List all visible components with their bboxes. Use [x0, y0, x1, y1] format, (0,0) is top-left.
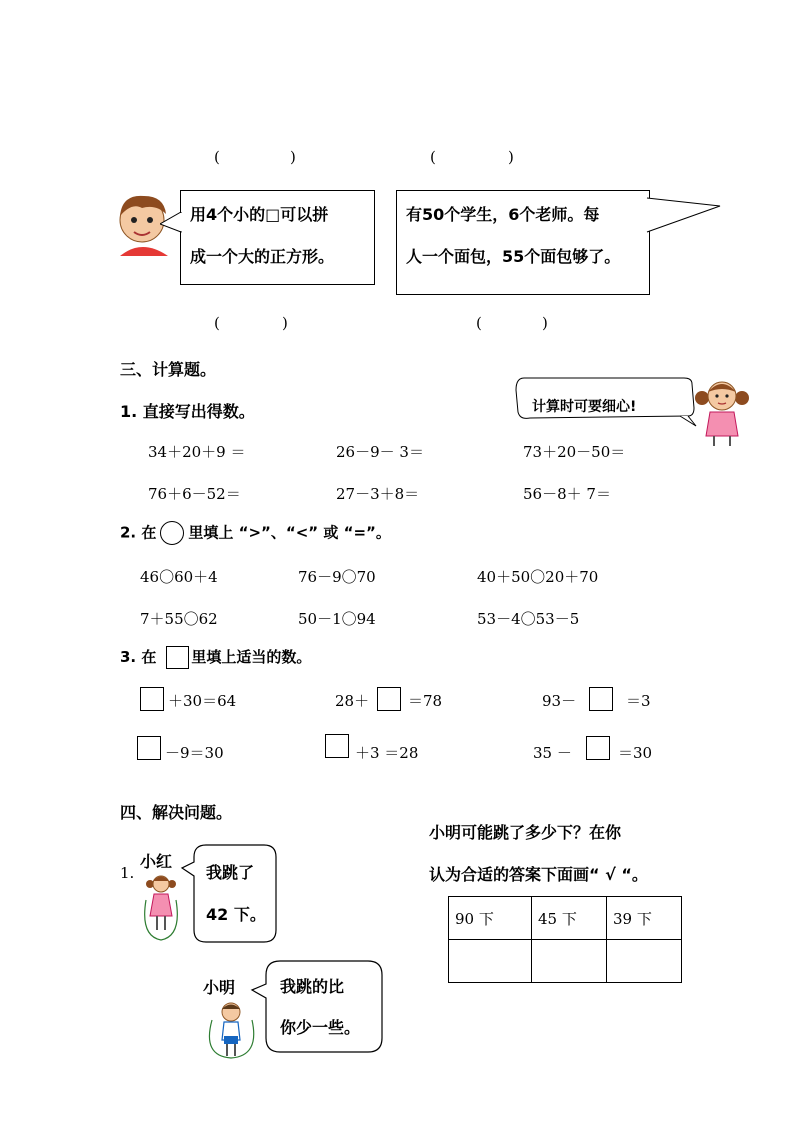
- answer-cell-39[interactable]: [607, 940, 682, 983]
- answer-table: [448, 896, 682, 983]
- right-bubble-line1: 有50个学生，6个老师。每: [406, 205, 600, 224]
- table-header-45: 45 下: [532, 897, 607, 940]
- q3-eq-f-left: 35 －: [533, 744, 572, 762]
- q3-suffix: 里填上适当的数。: [191, 648, 312, 666]
- q2-eq-1: 46〇60＋4: [140, 568, 218, 586]
- paren-close-4: ): [542, 314, 548, 332]
- paren-open-1: (: [214, 148, 220, 166]
- xiaoming-line2: 你少一些。: [280, 1018, 361, 1037]
- answer-box-f[interactable]: [586, 736, 610, 760]
- q2-eq-2: 76－9〇70: [298, 568, 376, 586]
- q1-title: 1. 直接写出得数。: [120, 402, 255, 421]
- answer-box-e[interactable]: [325, 734, 349, 758]
- q3-eq-b-right: ＝78: [408, 692, 443, 710]
- circle-symbol: [160, 521, 184, 545]
- table-header-row: [449, 897, 682, 940]
- q3-eq-e: ＋3 ＝28: [355, 744, 419, 762]
- q2-eq-3: 40＋50〇20＋70: [477, 568, 599, 586]
- answer-box-c[interactable]: [589, 687, 613, 711]
- q2-suffix: 里填上 “>”、“<” 或 “=”。: [188, 523, 391, 542]
- answer-box-d[interactable]: [137, 736, 161, 760]
- section3-title: 三、计算题。: [120, 360, 217, 379]
- answer-box-a[interactable]: [140, 687, 164, 711]
- xiaohong-line2: 42 下。: [206, 905, 266, 924]
- table-answer-row: [449, 940, 682, 983]
- q1-eq-3: 73＋20－50＝: [523, 443, 626, 461]
- q3-prefix: 3. 在: [120, 648, 157, 666]
- left-bubble-tail: [160, 212, 182, 234]
- q3-eq-c-left: 93－: [542, 692, 577, 710]
- q1-eq-2: 26－9－ 3＝: [336, 443, 424, 461]
- xiaohong-line1: 我跳了: [206, 863, 255, 882]
- q2-eq-5: 50－1〇94: [298, 610, 376, 628]
- q2-title: [120, 521, 391, 545]
- section4-question-line2: 认为合适的答案下面画“ √ “。: [429, 865, 648, 884]
- xiaohong-name: 小红: [140, 852, 173, 871]
- q3-eq-f-right: ＝30: [618, 744, 653, 762]
- section4-title: 四、解决问题。: [120, 803, 233, 822]
- answer-box-symbol: [166, 646, 189, 669]
- answer-cell-45[interactable]: [532, 940, 607, 983]
- xiaohong-illustration: [140, 870, 182, 946]
- paren-close-3: ): [282, 314, 288, 332]
- q1-eq-1: 34＋20＋9 ＝: [148, 443, 246, 461]
- answer-cell-90[interactable]: [449, 940, 532, 983]
- girl-illustration: [694, 376, 750, 450]
- table-header-39: 39 下: [607, 897, 682, 940]
- girl-bubble-text: 计算时可要细心!: [532, 399, 637, 415]
- paren-open-3: (: [214, 314, 220, 332]
- table-header-90: 90 下: [449, 897, 532, 940]
- q3-title: [120, 646, 311, 669]
- section4-question-line1: 小明可能跳了多少下？在你: [429, 823, 622, 842]
- q2-prefix: 2. 在: [120, 523, 157, 542]
- q3-eq-c-right: ＝3: [626, 692, 651, 710]
- q2-eq-6: 53－4〇53－5: [477, 610, 580, 628]
- right-bubble-tail: [646, 196, 722, 236]
- xiaoming-name: 小明: [203, 978, 236, 997]
- q3-eq-d: －9＝30: [165, 744, 224, 762]
- paren-open-2: (: [430, 148, 436, 166]
- paren-open-4: (: [476, 314, 482, 332]
- xiaoming-line1: 我跳的比: [280, 977, 345, 996]
- paren-close-1: ): [290, 148, 296, 166]
- left-bubble-line2: 成一个大的正方形。: [190, 247, 335, 266]
- q1-eq-6: 56－8＋ 7＝: [523, 485, 611, 503]
- right-bubble-line2: 人一个面包，55个面包够了。: [406, 247, 621, 266]
- left-bubble-line1: 用4个小的□可以拼: [190, 205, 329, 224]
- q3-eq-b-left: 28＋: [335, 692, 370, 710]
- q3-eq-a: ＋30＝64: [168, 692, 237, 710]
- q2-eq-4: 7＋55〇62: [140, 610, 218, 628]
- q1-eq-4: 76＋6－52＝: [148, 485, 241, 503]
- problem-number: 1.: [120, 864, 135, 882]
- answer-box-b[interactable]: [377, 687, 401, 711]
- paren-close-2: ): [508, 148, 514, 166]
- q1-eq-5: 27－3＋8＝: [336, 485, 420, 503]
